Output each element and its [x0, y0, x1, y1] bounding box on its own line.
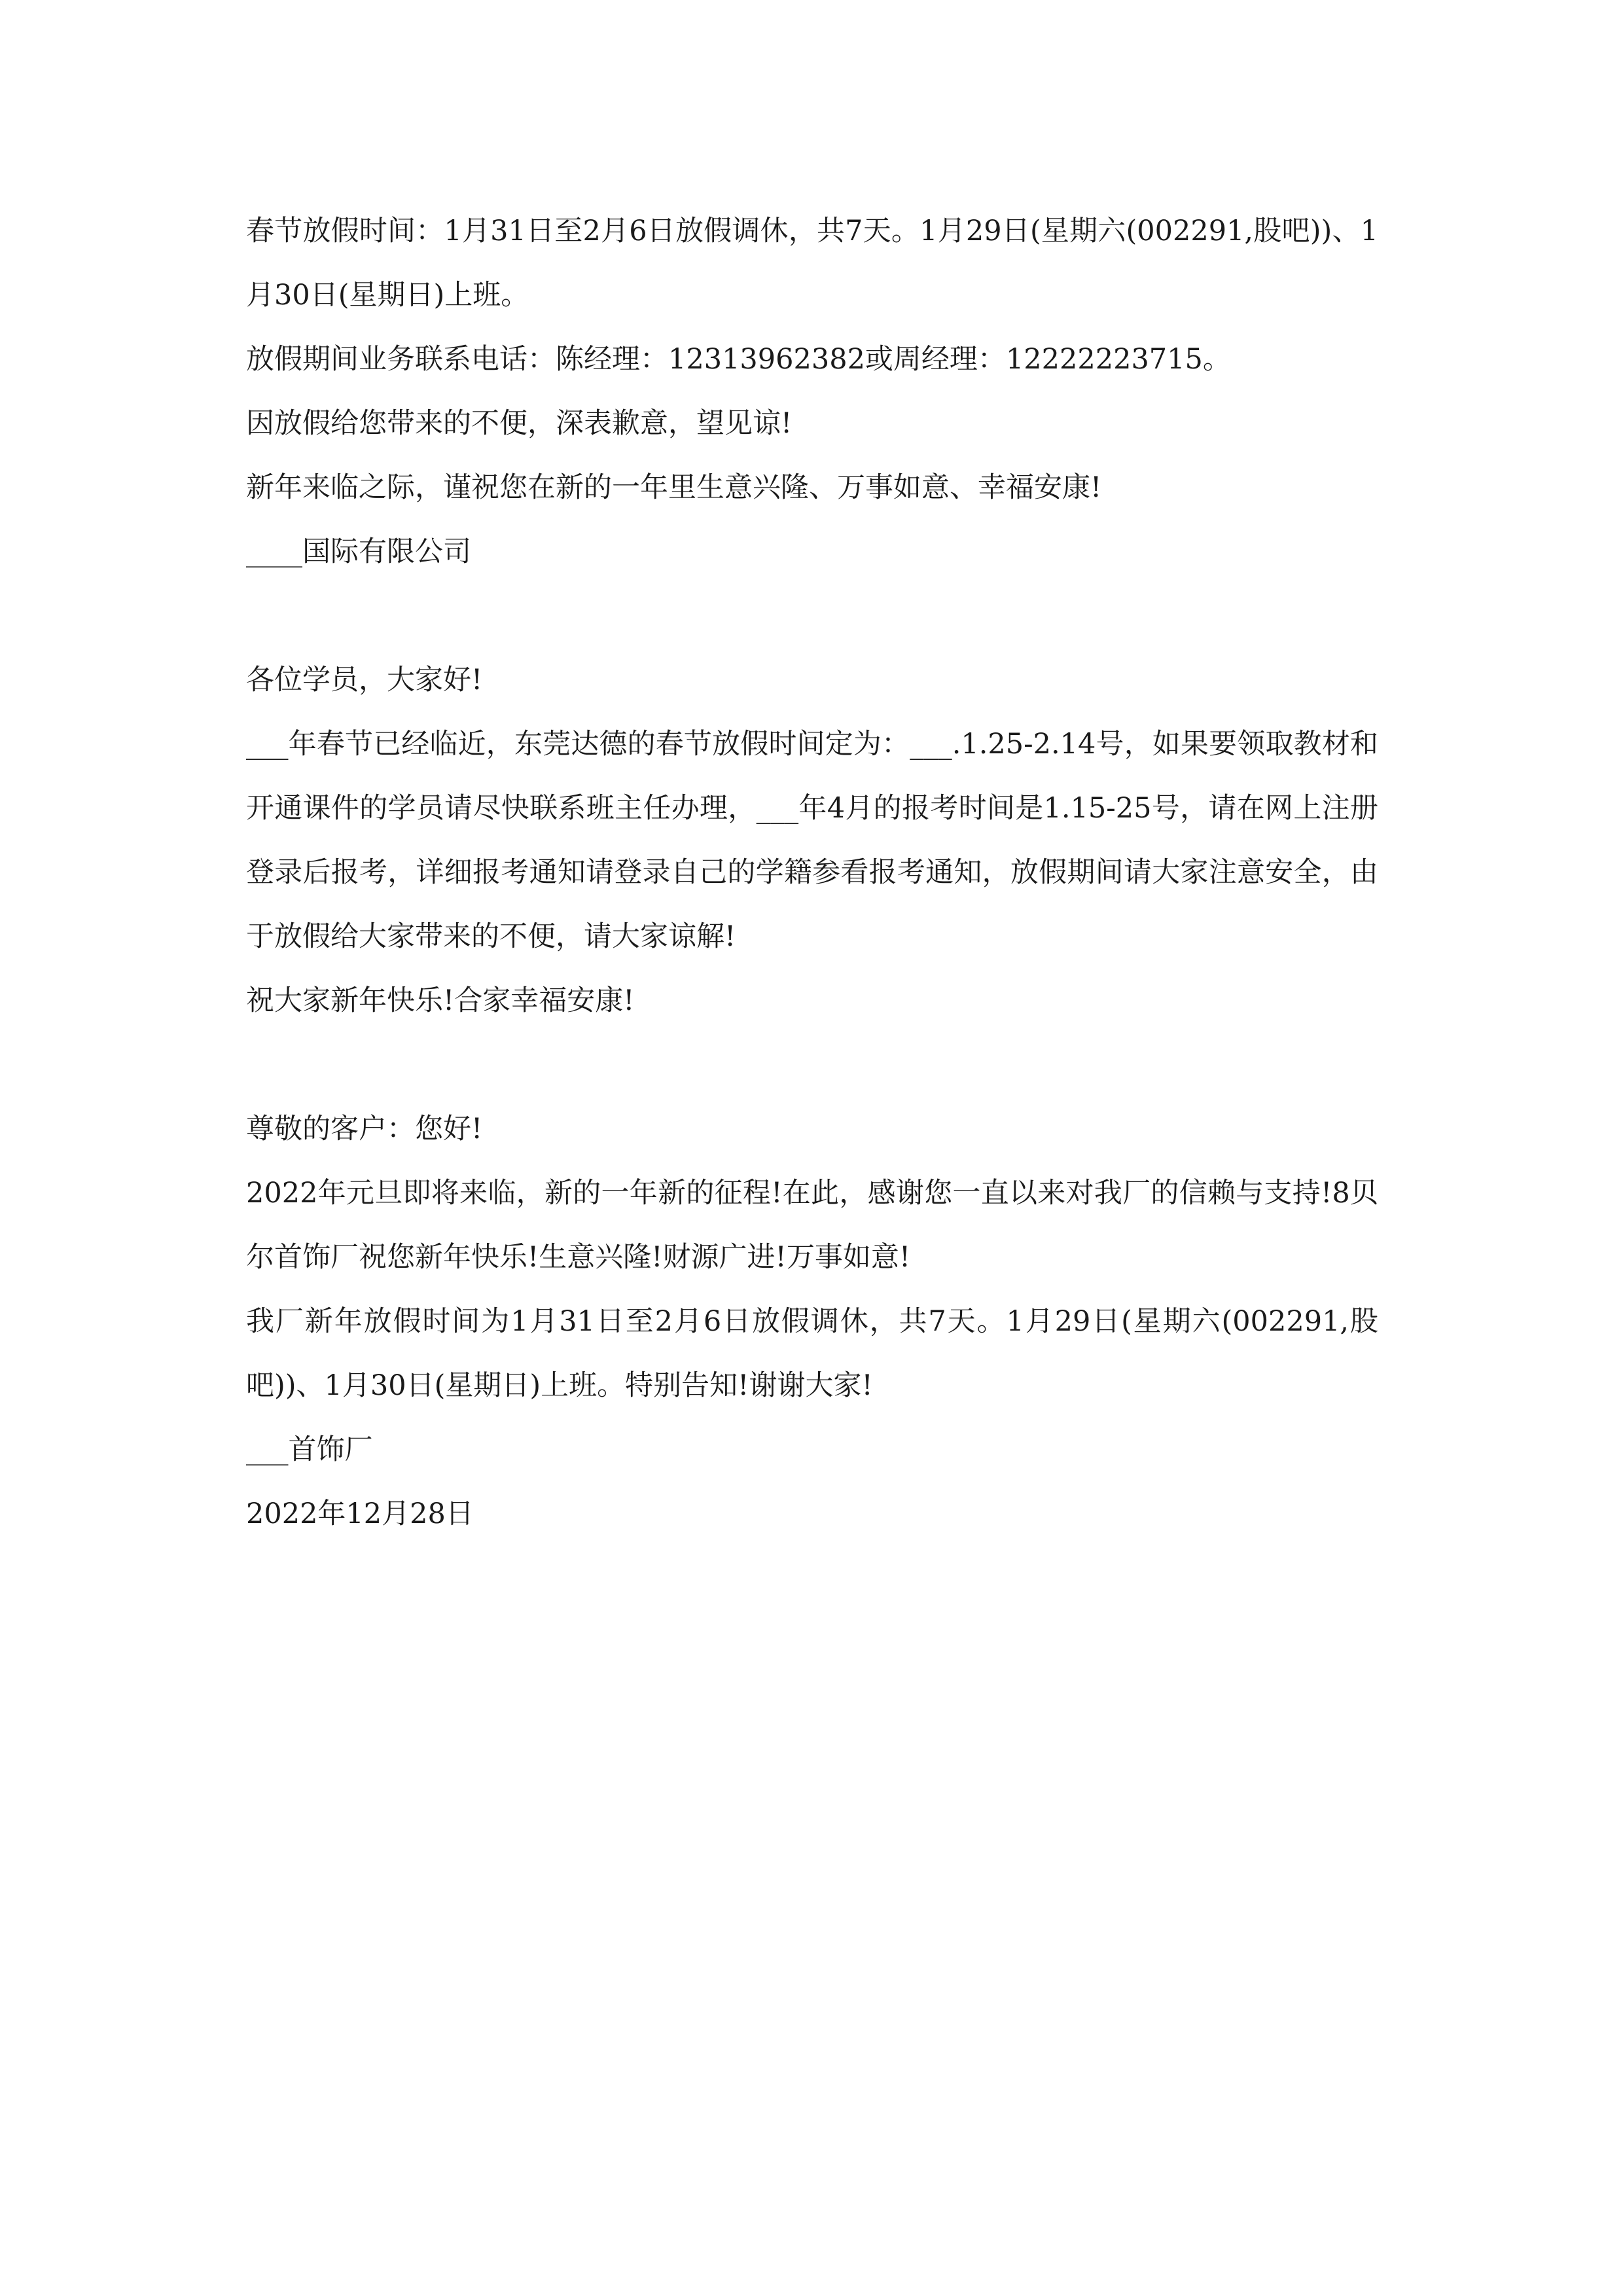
factory-holiday-paragraph: 我厂新年放假时间为1月31日至2月6日放假调休，共7天。1月29日(星期六(002291,股吧))、1月30日(星期日)上班。特别告知!谢谢大家! [246, 1305, 1378, 1402]
student-wishes-line: 祝大家新年快乐!合家幸福安康! [246, 984, 635, 1017]
notice-students-holiday [246, 648, 1378, 1033]
student-holiday-paragraph: ___年春节已经临近，东莞达德的春节放假时间定为：___.1.25-2.14号，如果要领取教材和开通课件的学员请尽快联系班主任办理，___年4月的报考时间是1.15-25号，请在网上注册登录后报考，详细报考通知请登录自己的学籍参看报考通知，放假期间请大家注意安全，由于放假给大家带来的不便，请大家谅解! [246, 728, 1378, 953]
customer-thanks-paragraph: 2022年元旦即将来临，新的一年新的征程!在此，感谢您一直以来对我厂的信赖与支持!8贝尔首饰厂祝您新年快乐!生意兴隆!财源广进!万事如意! [246, 1177, 1378, 1274]
section-spacer [246, 1033, 1378, 1097]
document-date: 2022年12月28日 [246, 1498, 474, 1530]
holiday-schedule-paragraph: 春节放假时间：1月31日至2月6日放假调休，共7天。1月29日(星期六(002291,股吧))、1月30日(星期日)上班。 [246, 215, 1378, 312]
notice-customers-holiday [246, 1097, 1378, 1546]
contact-phone-line: 放假期间业务联系电话：陈经理：12313962382或周经理：12222223715。 [246, 343, 1231, 376]
section-spacer [246, 584, 1378, 648]
student-greeting: 各位学员，大家好! [246, 664, 483, 696]
customer-greeting: 尊敬的客户：您好! [246, 1113, 483, 1145]
factory-signature: ___首饰厂 [246, 1433, 373, 1466]
company-signature: ____国际有限公司 [246, 535, 471, 568]
apology-line: 因放假给您带来的不便，深表歉意，望见谅! [246, 407, 793, 440]
document-body [246, 199, 1378, 1546]
new-year-wishes-line: 新年来临之际，谨祝您在新的一年里生意兴隆、万事如意、幸福安康! [246, 471, 1102, 504]
notice-company-holiday [246, 199, 1378, 584]
